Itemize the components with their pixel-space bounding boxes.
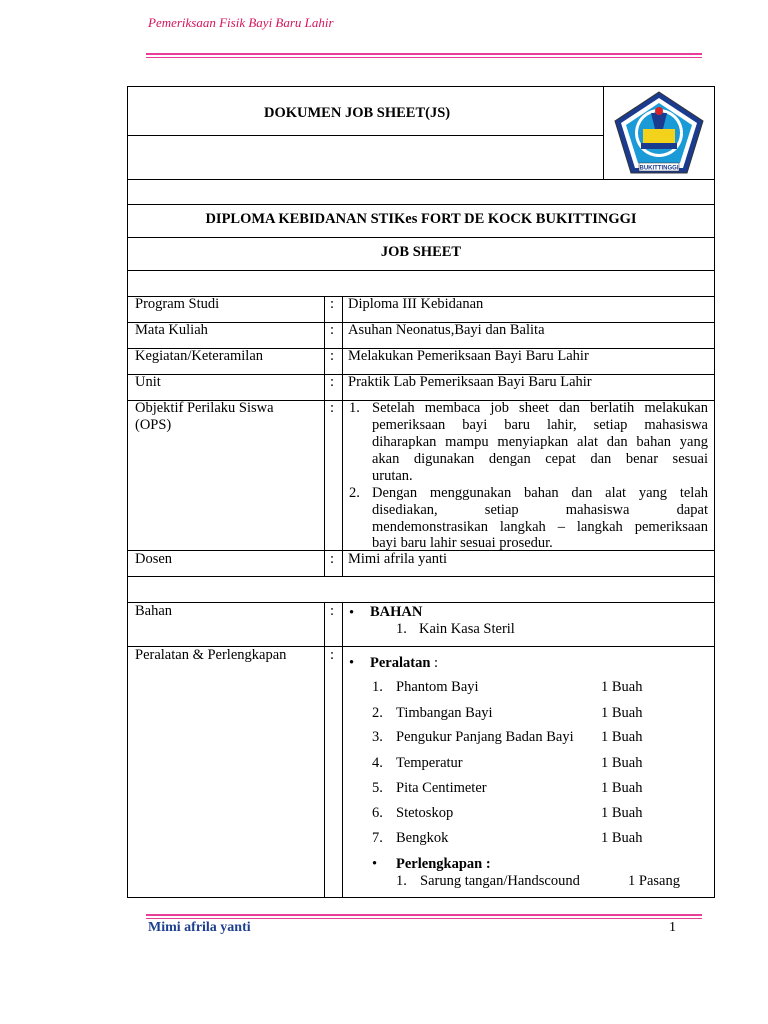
perlengkapan-number: 1. xyxy=(396,873,407,889)
objective-line: akan digunakan dengan cepat dan benar sesuai xyxy=(372,451,708,467)
objective-line: mendemonstrasikan langkah – langkah pemeriksaan xyxy=(372,519,708,535)
row-sep: : xyxy=(330,647,335,663)
objective-line: pemeriksaan bayi baru lahir, setiap mahasiswa xyxy=(372,417,708,433)
row-divider xyxy=(128,204,714,205)
peralatan-heading-text: Peralatan xyxy=(370,655,431,671)
row-value-program-studi: Diploma III Kebidanan xyxy=(348,296,484,312)
row-label-unit: Unit xyxy=(135,374,161,390)
perlengkapan-name: Sarung tangan/Handscound xyxy=(420,873,580,889)
institution-logo xyxy=(611,89,707,177)
equipment-name: Pita Centimeter xyxy=(396,780,487,796)
equipment-number: 5. xyxy=(372,780,383,796)
row-label-objektif: Objektif Perilaku Siswa xyxy=(135,400,274,416)
row-label-peralatan: Peralatan & Perlengkapan xyxy=(135,647,287,663)
column-divider xyxy=(324,602,325,898)
objective-line: bayi baru lahir sesuai prosedur. xyxy=(372,535,553,551)
row-sep: : xyxy=(330,348,335,364)
row-label-dosen: Dosen xyxy=(135,551,173,567)
row-divider xyxy=(128,576,714,577)
objective-line: Setelah membaca job sheet dan berlatih melakukan xyxy=(372,400,708,416)
row-label-bahan: Bahan xyxy=(135,603,173,619)
equipment-name: Phantom Bayi xyxy=(396,679,479,695)
footer-rule-thin xyxy=(146,918,702,919)
bahan-heading: BAHAN xyxy=(370,604,423,620)
page-number: 1 xyxy=(669,920,676,935)
equipment-number: 4. xyxy=(372,755,383,771)
row-sep: : xyxy=(330,296,335,312)
running-header-title: Pemeriksaan Fisik Bayi Baru Lahir xyxy=(148,15,334,30)
row-value-dosen: Mimi afrila yanti xyxy=(348,551,448,567)
sheet-label: JOB SHEET xyxy=(380,244,462,260)
row-value-unit: Praktik Lab Pemeriksaan Bayi Baru Lahir xyxy=(348,374,592,390)
document-title: DOKUMEN JOB SHEET(JS) xyxy=(264,105,451,121)
footer-author: Mimi afrila yanti xyxy=(148,920,251,935)
bullet-icon: • xyxy=(349,605,355,621)
perlengkapan-qty: 1 Pasang xyxy=(628,873,680,889)
row-sep: : xyxy=(330,400,335,416)
bahan-item-name: Kain Kasa Steril xyxy=(419,621,515,637)
header-rule-thin xyxy=(146,57,702,58)
institution-name: DIPLOMA KEBIDANAN STIKes FORT DE KOCK BUKITTINGGI xyxy=(205,211,637,227)
equipment-number: 6. xyxy=(372,805,383,821)
equipment-name: Stetoskop xyxy=(396,805,454,821)
job-sheet-table xyxy=(127,86,715,898)
equipment-qty: 1 Buah xyxy=(601,805,643,821)
equipment-name: Temperatur xyxy=(396,755,463,771)
objective-line: urutan. xyxy=(372,468,413,484)
equipment-name: Timbangan Bayi xyxy=(396,705,493,721)
peralatan-heading xyxy=(370,655,438,672)
equipment-number: 2. xyxy=(372,705,383,721)
equipment-qty: 1 Buah xyxy=(601,705,643,721)
row-label-mata-kuliah: Mata Kuliah xyxy=(135,322,208,338)
row-value-kegiatan: Melakukan Pemeriksaan Bayi Baru Lahir xyxy=(348,348,589,364)
equipment-qty: 1 Buah xyxy=(601,729,643,745)
row-sep: : xyxy=(330,322,335,338)
equipment-qty: 1 Buah xyxy=(601,830,643,846)
header-rule xyxy=(146,53,702,55)
objective-line: disediakan, setiap mahasiswa dapat xyxy=(372,502,708,518)
equipment-name: Bengkok xyxy=(396,830,449,846)
equipment-number: 3. xyxy=(372,729,383,745)
row-value-mata-kuliah: Asuhan Neonatus,Bayi dan Balita xyxy=(348,322,545,338)
logo-text-bottom: BUKITTINGGI xyxy=(639,165,679,172)
equipment-number: 1. xyxy=(372,679,383,695)
peralatan-heading-suffix: : xyxy=(430,655,439,671)
column-divider xyxy=(324,296,325,576)
objective-line: diharapkan mampu menyiapkan alat dan bahan yang xyxy=(372,434,708,450)
objective-number: 1. xyxy=(349,400,360,416)
footer-rule xyxy=(146,914,702,916)
row-sep: : xyxy=(330,603,335,619)
row-divider xyxy=(128,270,714,271)
bahan-item-number: 1. xyxy=(396,621,407,637)
row-divider xyxy=(128,602,714,603)
equipment-qty: 1 Buah xyxy=(601,780,643,796)
row-sep: : xyxy=(330,551,335,567)
column-divider xyxy=(342,602,343,898)
objective-number: 2. xyxy=(349,485,360,501)
logo-cell-divider xyxy=(603,87,604,179)
row-divider xyxy=(128,135,603,136)
bullet-icon: • xyxy=(349,655,355,671)
perlengkapan-heading: Perlengkapan : xyxy=(396,856,491,872)
row-label-program-studi: Program Studi xyxy=(135,296,220,312)
row-label-kegiatan: Kegiatan/Keteramilan xyxy=(135,348,264,364)
equipment-qty: 1 Buah xyxy=(601,679,643,695)
row-sep: : xyxy=(330,374,335,390)
row-divider xyxy=(128,179,714,180)
column-divider xyxy=(342,296,343,576)
row-label-objektif-2: (OPS) xyxy=(135,417,172,433)
row-divider xyxy=(128,237,714,238)
equipment-number: 7. xyxy=(372,830,383,846)
equipment-qty: 1 Buah xyxy=(601,755,643,771)
objective-line: Dengan menggunakan bahan dan alat yang telah xyxy=(372,485,708,501)
bullet-icon: • xyxy=(372,856,378,872)
equipment-name: Pengukur Panjang Badan Bayi xyxy=(396,729,574,745)
